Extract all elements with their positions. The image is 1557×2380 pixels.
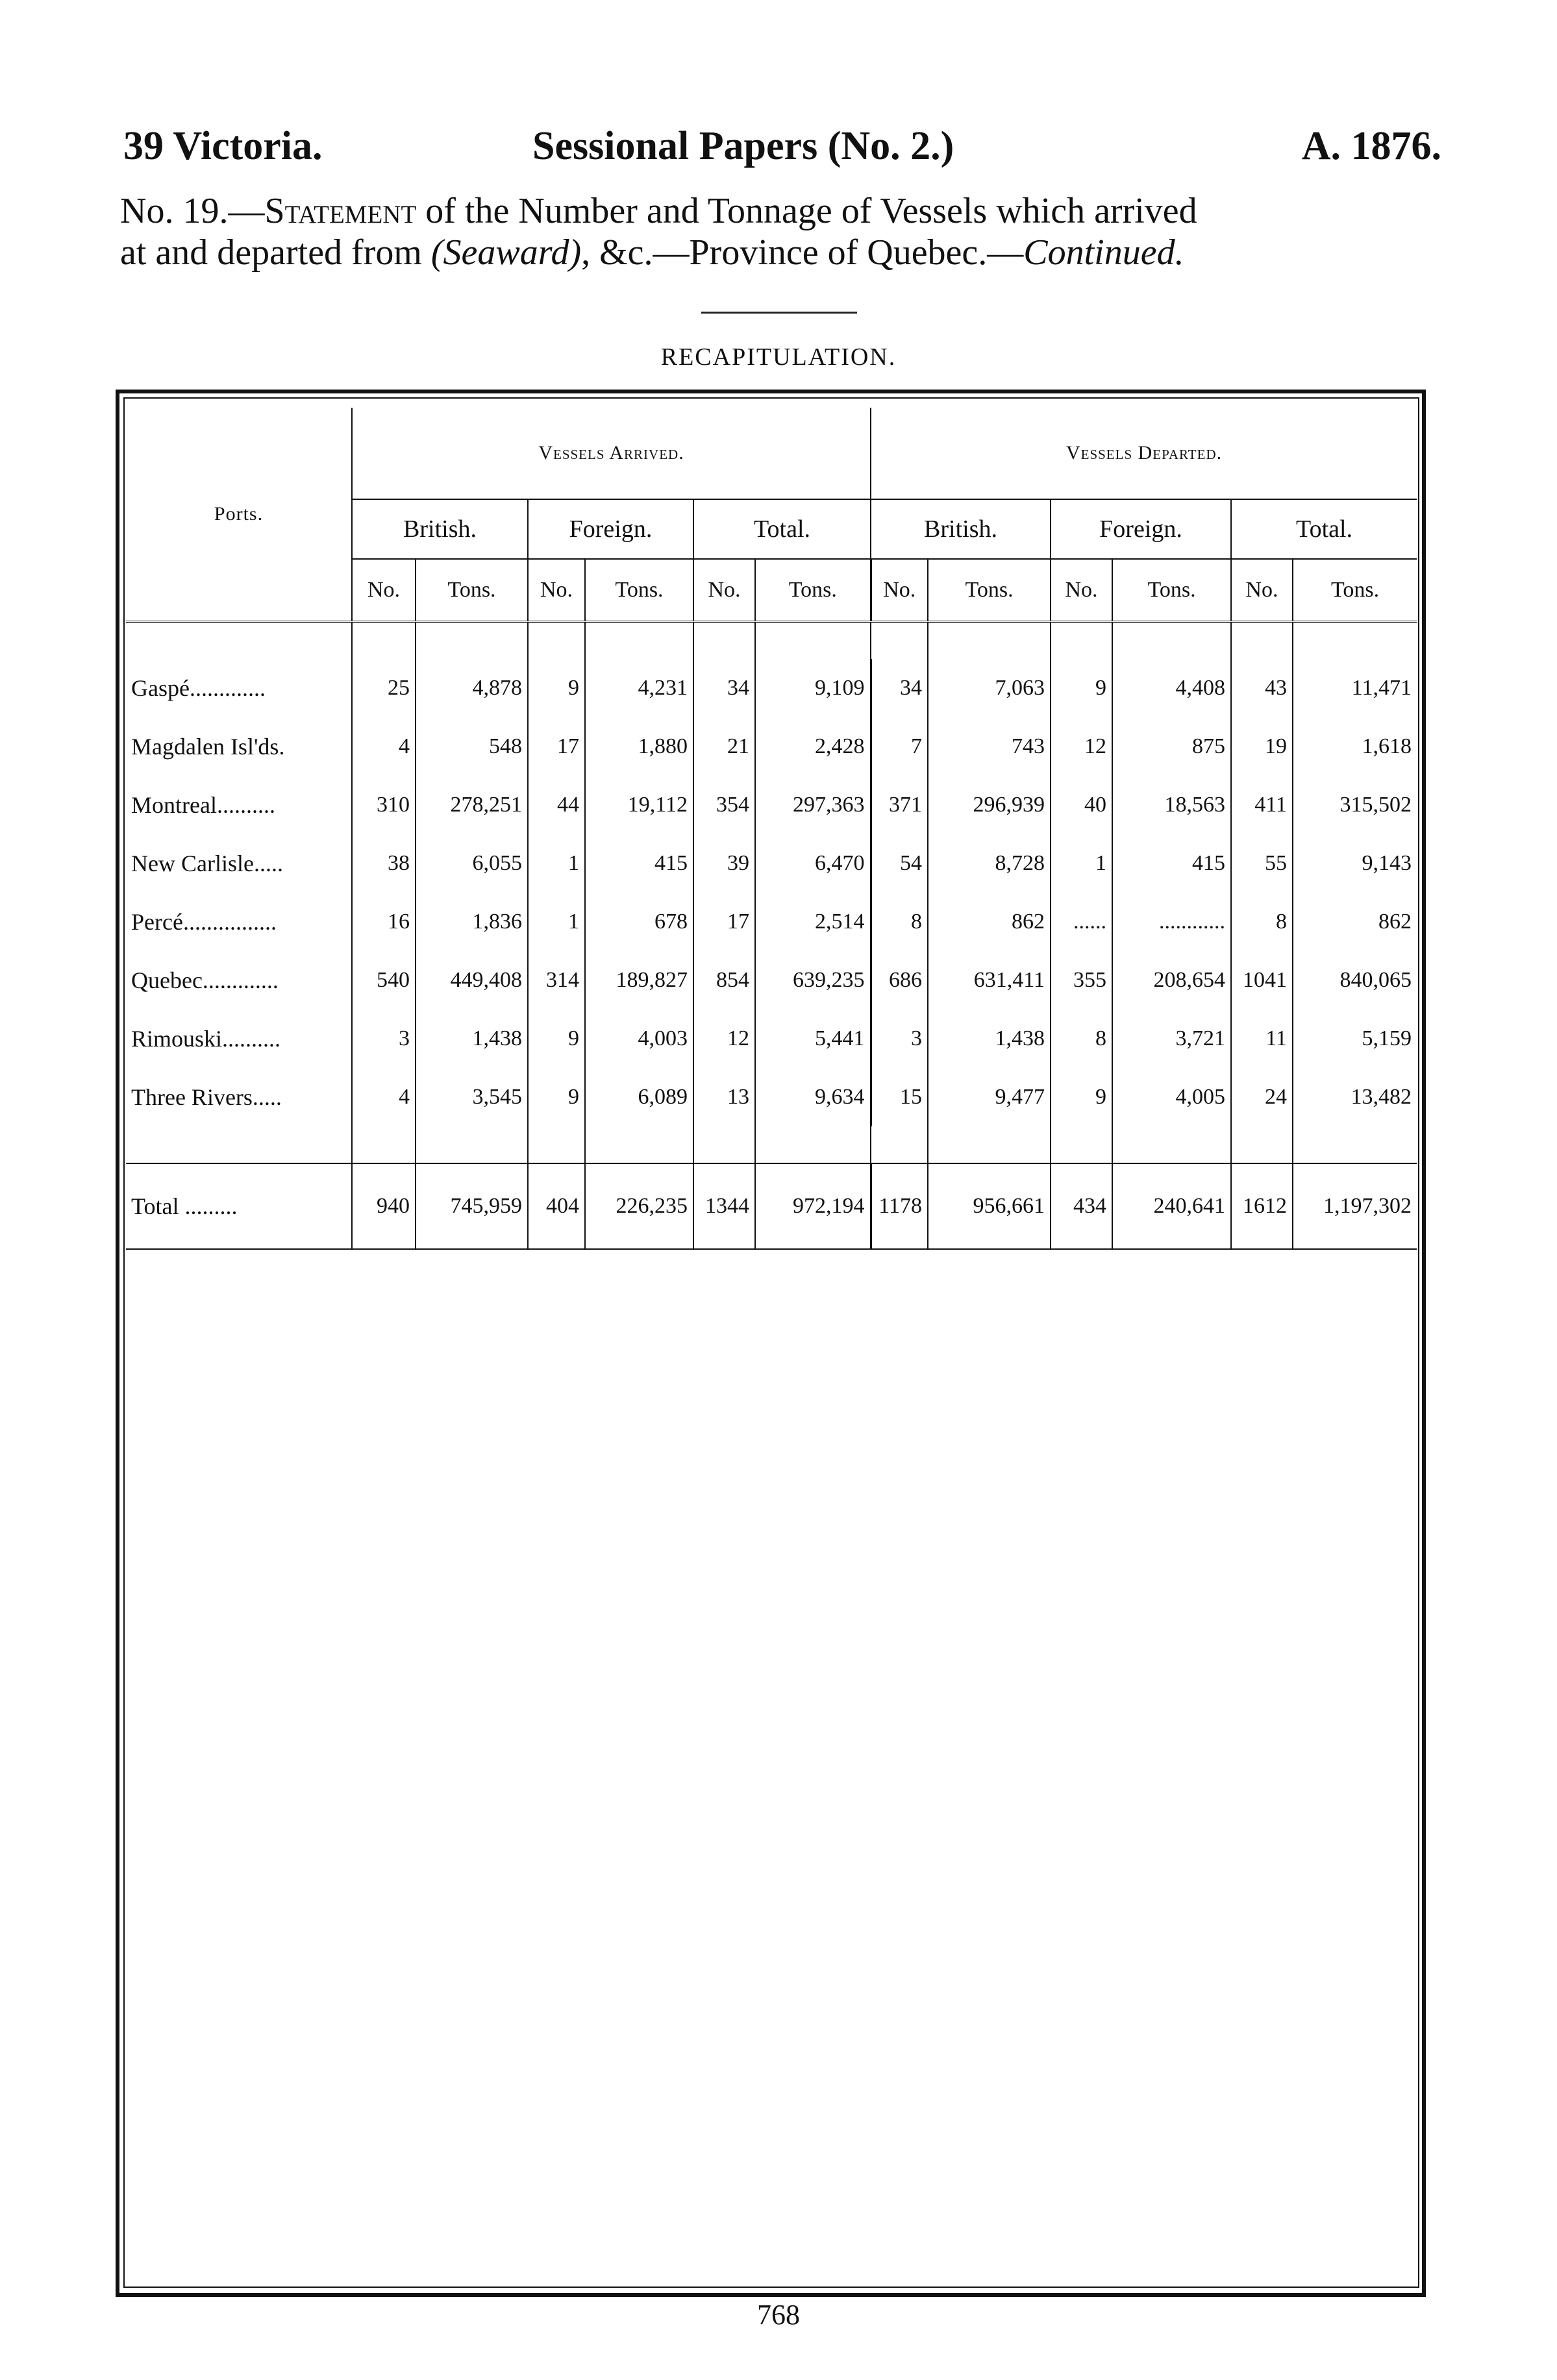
vessels-departed-header: Vessels Departed. (871, 408, 1417, 499)
column-header-no: No. (1231, 559, 1293, 622)
cell-tonnage: 5,441 (755, 1010, 871, 1068)
cell-tonnage: 956,661 (928, 1163, 1051, 1249)
cell-vessel-count: 8 (1051, 1010, 1112, 1068)
port-name: Magdalen Isl'ds. (131, 734, 285, 760)
header-year: A. 1876. (1301, 124, 1441, 168)
cell-vessel-count: ...... (1051, 893, 1112, 951)
cell-tonnage: 449,408 (416, 951, 528, 1010)
header-volume: 39 Victoria. (123, 124, 323, 168)
column-header-no: No. (693, 559, 755, 622)
cell-tonnage: 3,545 (416, 1068, 528, 1126)
cell-vessel-count: 40 (1051, 776, 1112, 834)
cell-vessel-count: 17 (528, 717, 585, 776)
cell-vessel-count: 3 (352, 1010, 416, 1068)
cell-tonnage: 3,721 (1112, 1010, 1231, 1068)
cell-tonnage: 415 (585, 834, 693, 893)
cell-vessel-count: 9 (1051, 659, 1112, 717)
cell-tonnage: 862 (928, 893, 1051, 951)
cell-tonnage: 4,408 (1112, 659, 1231, 717)
cell-vessel-count: 55 (1231, 834, 1293, 893)
cell-tonnage: 8,728 (928, 834, 1051, 893)
cell-tonnage: 972,194 (755, 1163, 871, 1249)
cell-tonnage: 875 (1112, 717, 1231, 776)
cell-vessel-count: 19 (1231, 717, 1293, 776)
cell-vessel-count: 9 (528, 1068, 585, 1126)
table-row (126, 659, 1417, 717)
cell-vessel-count: 12 (1051, 717, 1112, 776)
cell-vessel-count: 411 (1231, 776, 1293, 834)
cell-vessel-count: 404 (528, 1163, 585, 1249)
statement-title-line-1 (120, 190, 1451, 232)
arrived-british-header: British. (352, 499, 528, 559)
port-name: Quebec............. (131, 967, 279, 993)
spacer-row (126, 1126, 1417, 1163)
cell-vessel-count: 25 (352, 659, 416, 717)
cell-vessel-count: 1 (528, 834, 585, 893)
cell-tonnage: 296,939 (928, 776, 1051, 834)
cell-vessel-count: 1178 (871, 1163, 928, 1249)
cell-tonnage: 6,470 (755, 834, 871, 893)
title-divider (701, 312, 857, 314)
spacer-row (126, 622, 1417, 660)
cell-tonnage: 240,641 (1112, 1163, 1231, 1249)
port-name: Montreal.......... (131, 792, 275, 818)
cell-tonnage: 189,827 (585, 951, 693, 1010)
cell-vessel-count: 355 (1051, 951, 1112, 1010)
cell-tonnage: 415 (1112, 834, 1231, 893)
cell-vessel-count: 3 (871, 1010, 928, 1068)
column-header-no: No. (528, 559, 585, 622)
page-number: 768 (757, 2299, 800, 2331)
cell-vessel-count: 371 (871, 776, 928, 834)
table-row (126, 717, 1417, 776)
cell-vessel-count: 4 (352, 1068, 416, 1126)
cell-tonnage: 1,880 (585, 717, 693, 776)
cell-vessel-count: 854 (693, 951, 755, 1010)
port-name: Gaspé............. (131, 675, 266, 701)
cell-tonnage: 7,063 (928, 659, 1051, 717)
cell-vessel-count: 1344 (693, 1163, 755, 1249)
departed-british-header: British. (871, 499, 1051, 559)
cell-vessel-count: 9 (528, 1010, 585, 1068)
cell-tonnage: 4,005 (1112, 1068, 1231, 1126)
statement-continued: Continued. (1023, 232, 1184, 273)
cell-tonnage: 1,438 (416, 1010, 528, 1068)
total-row (126, 1163, 1417, 1249)
cell-vessel-count: 940 (352, 1163, 416, 1249)
departed-total-header: Total. (1231, 499, 1417, 559)
cell-tonnage: 1,836 (416, 893, 528, 951)
cell-vessel-count: 7 (871, 717, 928, 776)
cell-vessel-count: 54 (871, 834, 928, 893)
statement-line2-b: , &c.—Province of Quebec.— (581, 232, 1024, 273)
cell-vessel-count: 434 (1051, 1163, 1112, 1249)
cell-vessel-count: 686 (871, 951, 928, 1010)
cell-vessel-count: 44 (528, 776, 585, 834)
ports-header: Ports. (126, 408, 352, 622)
section-title: RECAPITULATION. (660, 343, 897, 371)
table-row (126, 893, 1417, 951)
cell-vessel-count: 11 (1231, 1010, 1293, 1068)
cell-vessel-count: 12 (693, 1010, 755, 1068)
table-row (126, 834, 1417, 893)
cell-vessel-count: 39 (693, 834, 755, 893)
cell-tonnage: 1,197,302 (1293, 1163, 1417, 1249)
arrived-total-header: Total. (693, 499, 871, 559)
column-header-tons: Tons. (928, 559, 1051, 622)
cell-vessel-count: 21 (693, 717, 755, 776)
cell-tonnage: 9,477 (928, 1068, 1051, 1126)
cell-tonnage: 9,109 (755, 659, 871, 717)
table-row (126, 1010, 1417, 1068)
cell-vessel-count: 4 (352, 717, 416, 776)
departed-foreign-header: Foreign. (1051, 499, 1231, 559)
cell-tonnage: 208,654 (1112, 951, 1231, 1010)
running-header (117, 123, 1441, 175)
column-header-tons: Tons. (585, 559, 693, 622)
cell-vessel-count: 8 (871, 893, 928, 951)
column-header-no: No. (871, 559, 928, 622)
cell-tonnage: 548 (416, 717, 528, 776)
cell-tonnage: 678 (585, 893, 693, 951)
port-name: Three Rivers..... (131, 1084, 282, 1110)
cell-tonnage: 9,143 (1293, 834, 1417, 893)
table-row (126, 1068, 1417, 1126)
table-row (126, 776, 1417, 834)
port-name: Percé................ (131, 909, 277, 935)
cell-tonnage: 297,363 (755, 776, 871, 834)
cell-tonnage: 1,618 (1293, 717, 1417, 776)
statement-number: No. 19.— (120, 191, 265, 231)
cell-tonnage: 19,112 (585, 776, 693, 834)
cell-tonnage: 1,438 (928, 1010, 1051, 1068)
cell-vessel-count: 1 (528, 893, 585, 951)
recapitulation-table (126, 408, 1417, 1250)
cell-tonnage: 4,231 (585, 659, 693, 717)
statement-line2-italic: (Seaward) (430, 232, 582, 273)
column-header-no: No. (1051, 559, 1112, 622)
cell-vessel-count: 34 (693, 659, 755, 717)
cell-vessel-count: 9 (1051, 1068, 1112, 1126)
statement-line1-rest: of the Number and Tonnage of Vessels which arrived (416, 191, 1197, 231)
cell-tonnage: 631,411 (928, 951, 1051, 1010)
cell-tonnage: 226,235 (585, 1163, 693, 1249)
cell-tonnage: 18,563 (1112, 776, 1231, 834)
cell-vessel-count: 8 (1231, 893, 1293, 951)
cell-tonnage: 4,878 (416, 659, 528, 717)
cell-vessel-count: 354 (693, 776, 755, 834)
cell-tonnage: 840,065 (1293, 951, 1417, 1010)
cell-vessel-count: 17 (693, 893, 755, 951)
cell-tonnage: 862 (1293, 893, 1417, 951)
port-name: Total ......... (126, 1163, 352, 1249)
arrived-foreign-header: Foreign. (528, 499, 693, 559)
statement-line2-a: at and departed from (120, 232, 431, 273)
cell-vessel-count: 24 (1231, 1068, 1293, 1126)
cell-vessel-count: 540 (352, 951, 416, 1010)
cell-tonnage: 11,471 (1293, 659, 1417, 717)
column-header-no: No. (352, 559, 416, 622)
cell-vessel-count: 1 (1051, 834, 1112, 893)
cell-vessel-count: 13 (693, 1068, 755, 1126)
cell-vessel-count: 1041 (1231, 951, 1293, 1010)
table-row (126, 951, 1417, 1010)
cell-tonnage: 13,482 (1293, 1068, 1417, 1126)
cell-vessel-count: 38 (352, 834, 416, 893)
cell-vessel-count: 314 (528, 951, 585, 1010)
cell-vessel-count: 43 (1231, 659, 1293, 717)
cell-tonnage: 6,055 (416, 834, 528, 893)
column-header-tons: Tons. (416, 559, 528, 622)
statement-title-line-2 (120, 231, 1451, 274)
cell-tonnage: 743 (928, 717, 1051, 776)
header-series: Sessional Papers (No. 2.) (532, 124, 954, 168)
cell-tonnage: 278,251 (416, 776, 528, 834)
cell-tonnage: 2,428 (755, 717, 871, 776)
cell-tonnage: 4,003 (585, 1010, 693, 1068)
cell-tonnage: 5,159 (1293, 1010, 1417, 1068)
cell-tonnage: ............ (1112, 893, 1231, 951)
cell-tonnage: 745,959 (416, 1163, 528, 1249)
column-header-tons: Tons. (1112, 559, 1231, 622)
port-name: New Carlisle..... (131, 850, 283, 876)
cell-tonnage: 2,514 (755, 893, 871, 951)
cell-tonnage: 315,502 (1293, 776, 1417, 834)
cell-vessel-count: 310 (352, 776, 416, 834)
column-header-tons: Tons. (755, 559, 871, 622)
cell-vessel-count: 1612 (1231, 1163, 1293, 1249)
cell-vessel-count: 34 (871, 659, 928, 717)
cell-tonnage: 639,235 (755, 951, 871, 1010)
port-name: Rimouski.......... (131, 1026, 281, 1052)
cell-vessel-count: 9 (528, 659, 585, 717)
column-header-tons: Tons. (1293, 559, 1417, 622)
cell-tonnage: 6,089 (585, 1068, 693, 1126)
cell-vessel-count: 15 (871, 1068, 928, 1126)
cell-vessel-count: 16 (352, 893, 416, 951)
vessels-arrived-header: Vessels Arrived. (352, 408, 871, 499)
statement-lead: Statement (264, 191, 417, 231)
cell-tonnage: 9,634 (755, 1068, 871, 1126)
